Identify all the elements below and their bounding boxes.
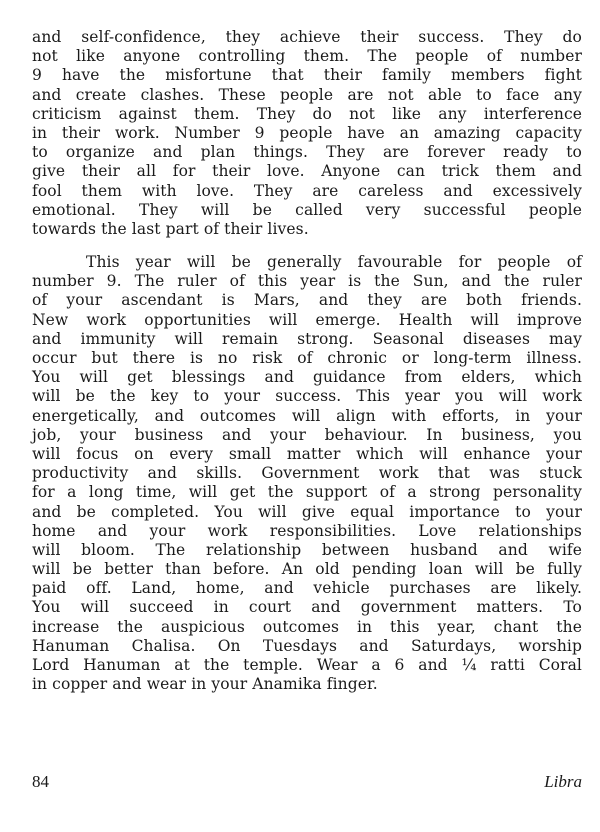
- text-line: criticism against them. They do not like any interference: [32, 104, 582, 123]
- text-line: and immunity will remain strong. Seasonal diseases may: [32, 329, 582, 348]
- text-line: not like anyone controlling them. The people of number: [32, 47, 582, 66]
- text-line: to organize and plan things. They are forever ready to: [32, 143, 582, 162]
- text-line: energetically, and outcomes will align with efforts, in your: [32, 406, 582, 425]
- text-line: and be completed. You will give equal importance to your: [32, 502, 582, 521]
- text-line: will focus on every small matter which will enhance your: [32, 444, 582, 463]
- text-line: paid off. Land, home, and vehicle purchases are likely.: [32, 579, 582, 598]
- page-number: 84: [32, 772, 49, 791]
- text-line: give their all for their love. Anyone can trick them and: [32, 162, 582, 181]
- text-line: number 9. The ruler of this year is the Sun, and the ruler: [32, 272, 582, 291]
- text-line: in their work. Number 9 people have an amazing capacity: [32, 123, 582, 142]
- text-line: job, your business and your behaviour. In business, you: [32, 425, 582, 444]
- text-line: emotional. They will be called very successful people: [32, 200, 582, 219]
- text-line: of your ascendant is Mars, and they are both friends.: [32, 291, 582, 310]
- text-line: You will get blessings and guidance from elders, which: [32, 368, 582, 387]
- text-line: in copper and wear in your Anamika finger.: [32, 675, 378, 694]
- paragraph-spacer: [32, 239, 582, 253]
- text-line: Lord Hanuman at the temple. Wear a 6 and ¼ ratti Coral: [32, 656, 582, 674]
- text-line: home and your work responsibilities. Love relationships: [32, 521, 582, 540]
- text-line: and create clashes. These people are not able to face any: [32, 85, 582, 104]
- text-line: 9 have the misfortune that their family members fight: [32, 66, 582, 85]
- text-line: will be better than before. An old pending loan will be fully: [32, 560, 582, 579]
- text-line: for a long time, will get the support of a strong personality: [32, 483, 582, 502]
- text-line: New work opportunities will emerge. Health will improve: [32, 310, 582, 329]
- text-line: occur but there is no risk of chronic or long-term illness.: [32, 349, 582, 367]
- text-line: You will succeed in court and government matters. To: [32, 598, 582, 617]
- text-line: productivity and skills. Government work that was stuck: [32, 464, 582, 483]
- text-line: and self-confidence, they achieve their success. They do: [32, 28, 582, 46]
- text-line: will bloom. The relationship between husband and wife: [32, 540, 582, 559]
- text-line: Hanuman Chalisa. On Tuesdays and Saturdays, worship: [32, 636, 582, 655]
- text-line: towards the last part of their lives.: [32, 219, 309, 238]
- text-line: This year will be generally favourable for people of: [86, 253, 582, 272]
- page-body: [32, 28, 582, 694]
- text-line: increase the auspicious outcomes in this year, chant the: [32, 617, 582, 636]
- text-line: fool them with love. They are careless and excessively: [32, 181, 582, 200]
- running-section-title: Libra: [544, 772, 582, 791]
- paragraph-1: [32, 28, 582, 239]
- text-line: will be the key to your success. This year you will work: [32, 387, 582, 406]
- paragraph-2: [32, 253, 582, 694]
